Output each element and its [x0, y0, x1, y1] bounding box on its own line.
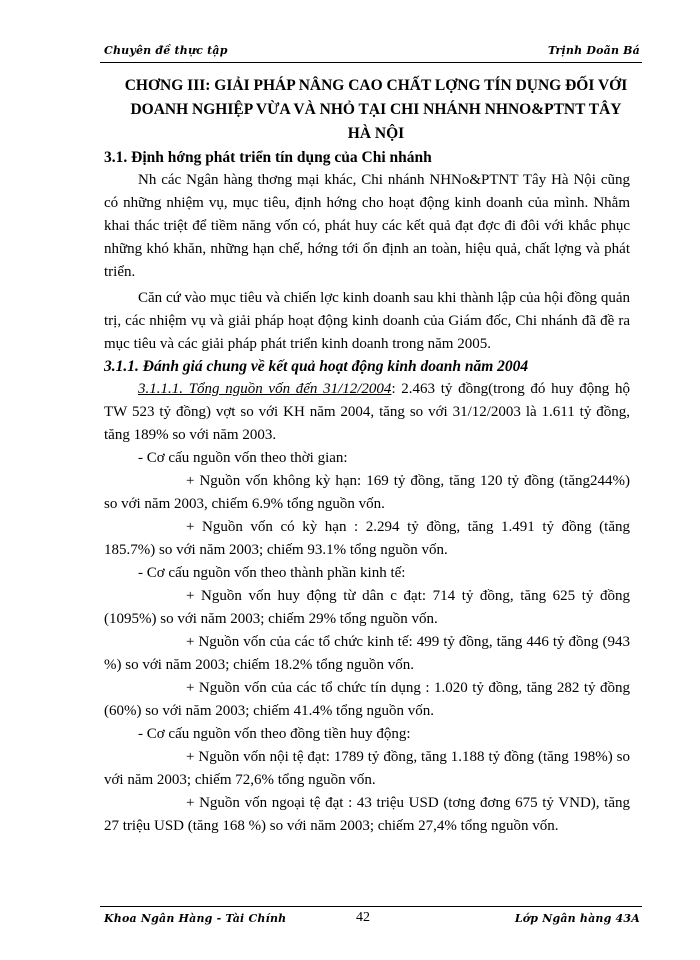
footer-rule: [100, 906, 642, 907]
header-left: Chuyên đề thực tập: [104, 44, 228, 57]
paragraph-2: Căn cứ vào mục tiêu và chiến lợc kinh doanh sau khi thành lập của hội đồng quản trị, các nhiệm vụ và giải pháp hoạt động kinh doanh của Giám đốc, Chi nhánh đã đề ra mục tiêu và các giải pháp phát triển kinh doanh trong năm 2005.: [104, 290, 630, 352]
section-heading-3-1-1: 3.1.1. Đánh giá chung về kết quả hoạt động kinh doanh năm 2004: [104, 358, 529, 375]
sector-item-2: + Nguồn vốn của các tổ chức kinh tế: 499 tỷ đồng, tăng 446 tỷ đồng (943 %) so với năm 2003; chiếm 18.2% tổng nguồn vốn.: [104, 634, 630, 673]
item-3-1-1-1: [104, 378, 630, 447]
currency-item-2: + Nguồn vốn ngoại tệ đạt : 43 triệu USD (tơng đơng 675 tỷ VND), tăng 27 triệu USD (tăng 168 %) so với năm 2003; chiếm 27,4% tổng nguồn vốn.: [104, 795, 630, 834]
sector-structure-heading: - Cơ cấu nguồn vốn theo thành phần kinh tế:: [138, 565, 406, 581]
currency-structure-heading: - Cơ cấu nguồn vốn theo đồng tiền huy động:: [138, 726, 411, 742]
page-body: [104, 74, 630, 838]
time-item-1: + Nguồn vốn không kỳ hạn: 169 tỷ đồng, tăng 120 tỷ đồng (tăng244%) so với năm 2003, chiếm 6.9% tổng nguồn vốn.: [104, 473, 630, 512]
header-rule: [100, 62, 642, 63]
paragraph-1: Nh các Ngân hàng thơng mại khác, Chi nhánh NHNo&PTNT Tây Hà Nội cũng có những nhiệm vụ, mục tiêu, định hớng cho hoạt động kinh doanh của mình. Nhằm khai thác triệt để tiềm năng vốn có, phát huy các kết quả đạt đợc đi đôi với khắc phục những khó khăn, những hạn chế, hớng tới ổn định an toàn, hiệu quả, chất lợng và phát triển.: [104, 172, 630, 280]
item-3-1-1-1-text: : 2.463 tỷ đồng(trong đó huy động hộ TW 523 tỷ đồng) vợt so với KH năm 2004, tăng so với 31/12/2003 là 1.611 tỷ đồng, tăng 189% so với năm 2003.: [104, 381, 630, 443]
item-3-1-1-1-label: 3.1.1.1. Tổng nguồn vốn đến 31/12/2004: [138, 381, 392, 397]
time-item-2: + Nguồn vốn có kỳ hạn : 2.294 tỷ đồng, tăng 1.491 tỷ đồng (tăng 185.7%) so với năm 2003; chiếm 93.1% tổng nguồn vốn.: [104, 519, 630, 558]
sector-item-3: + Nguồn vốn của các tổ chức tín dụng : 1.020 tỷ đồng, tăng 282 tỷ đồng (60%) so với năm 2003; chiếm 41.4% tổng nguồn vốn.: [104, 680, 630, 719]
time-structure-heading: - Cơ cấu nguồn vốn theo thời gian:: [138, 450, 348, 466]
section-heading-3-1: 3.1. Định hớng phát triển tín dụng của Chi nhánh: [104, 149, 432, 166]
page-number: 42: [356, 910, 370, 925]
currency-item-1: + Nguồn vốn nội tệ đạt: 1789 tỷ đồng, tăng 1.188 tỷ đồng (tăng 198%) so với năm 2003; chiếm 72,6% tổng nguồn vốn.: [104, 749, 630, 788]
footer-left: Khoa Ngân Hàng - Tài Chính: [104, 912, 287, 925]
chapter-title: CHƠNG III: GIẢI PHÁP NÂNG CAO CHẤT LỢNG TÍN DỤNG ĐỐI VỚI DOANH NGHIỆP VỪA VÀ NHỎ TẠI CHI NHÁNH NHNO&PTNT TÂY HÀ NỘI: [124, 77, 628, 142]
sector-item-1: + Nguồn vốn huy động từ dân c đạt: 714 tỷ đồng, tăng 625 tỷ đồng (1095%) so với năm 2003; chiếm 29% tổng nguồn vốn.: [104, 588, 630, 627]
header-right: Trịnh Doãn Bá: [547, 44, 640, 57]
footer-right: Lớp Ngân hàng 43A: [514, 912, 640, 925]
